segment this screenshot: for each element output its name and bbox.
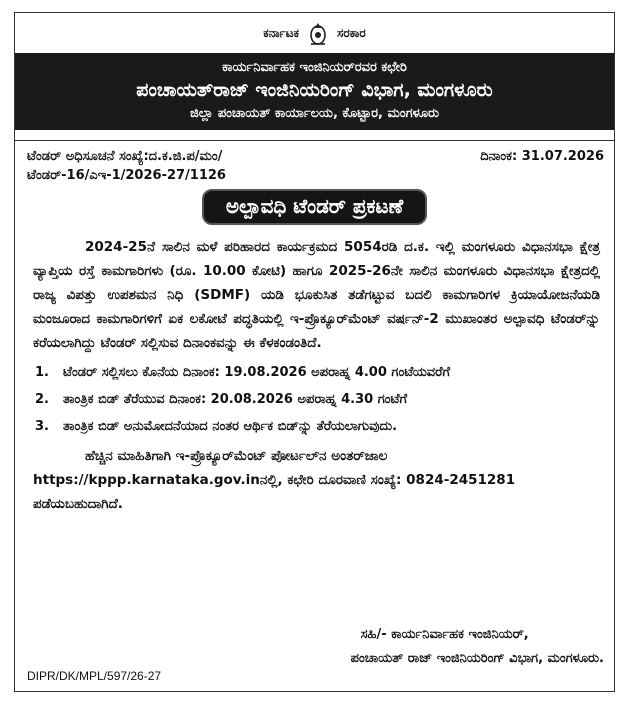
signature-line1: ಸಹಿ/- ಕಾರ್ಯನಿರ್ವಾಹಕ ಇಂಜಿನಿಯರ್, <box>360 627 529 642</box>
signature-line2: ಪಂಚಾಯತ್ ರಾಜ್ ಇಂಜಿನಿಯರಿಂಗ್ ವಿಭಾಗ, ಮಂಗಳೂರು. <box>350 651 604 666</box>
list-item-number: 2. <box>35 392 49 407</box>
list-item <box>35 359 600 386</box>
more-info-paragraph: ಹೆಚ್ಚಿನ ಮಾಹಿತಿಗಾಗಿ ಇ-ಪ್ರೊಕ್ಯೂರ್‌ಮೆಂಟ್ ಪೋರ್ಟಲ್‌ನ ಅಂತರ್‌ಜಾಲ https://kppp.karnataka.gov.inನಲ್ಲಿ, ಕಛೇರಿ ದೂರವಾಣಿ ಸಂಖ್ಯೆ: 0824-2451281 ಪಡೆಯಬಹುದಾಗಿದೆ. <box>33 448 516 512</box>
list-item-text: ಟೆಂಡರ್ ಸಲ್ಲಿಸಲು ಕೊನೆಯ ದಿನಾಂಕ: 19.08.2026 ಅಪರಾಹ್ನ 4.00 ಗಂಟೆಯವರೆಗೆ <box>63 365 451 380</box>
office-name: ಕಾರ್ಯನಿರ್ವಾಹಕ ಇಂಜಿನಿಯರ್‌ರವರ ಕಛೇರಿ <box>222 60 407 75</box>
gov-right-text: ಸರಕಾರ <box>337 25 366 40</box>
notice-title: ಅಲ್ಪಾವಧಿ ಟೆಂಡರ್ ಪ್ರಕಟಣೆ <box>202 189 427 225</box>
list-item <box>35 413 600 440</box>
tender-reference-line1: ಟೆಂಡರ್ ಅಧಿಸೂಚನೆ ಸಂಖ್ಯೆ:ದ.ಕ.ಜಿ.ಪ/ಮಂ/ <box>27 149 223 164</box>
list-item-number: 1. <box>35 365 49 380</box>
office-header <box>15 53 614 130</box>
department-name: ಪಂಚಾಯತ್‌ರಾಜ್ ಇಂಜಿನಿಯರಿಂಗ್ ವಿಭಾಗ, ಮಂಗಳೂರು <box>136 79 493 101</box>
gov-left-text: ಕರ್ನಾಟಕ <box>263 25 300 40</box>
list-item-text: ತಾಂತ್ರಿಕ ಬಿಡ್ ತೆರೆಯುವ ದಿನಾಂಕ: 20.08.2026 ಅಪರಾಹ್ನ 4.30 ಗಂಟೆಗೆ <box>63 392 408 407</box>
government-line <box>15 13 614 53</box>
title-wrap <box>15 185 614 227</box>
office-address: ಜಿಲ್ಲಾ ಪಂಚಾಯತ್ ಕಾರ್ಯಾಲಯ, ಕೊಟ್ಟಾರ, ಮಂಗಳೂರು <box>190 106 439 121</box>
list-item <box>35 386 600 413</box>
signature-block <box>351 623 604 671</box>
list-item-text: ತಾಂತ್ರಿಕ ಬಿಡ್ ಅನುಮೋದನೆಯಾದ ನಂತರ ಆರ್ಥಿಕ ಬಿಡ್‌ನ್ನು ತೆರೆಯಲಾಗುವುದು. <box>63 419 398 434</box>
list-item-number: 3. <box>35 419 49 434</box>
state-emblem-icon <box>307 20 329 46</box>
dipr-code: DIPR/DK/MPL/597/26-27 <box>27 669 162 683</box>
notice-date: ದಿನಾಂಕ: 31.07.2026 <box>480 149 604 164</box>
notice-frame <box>14 12 615 692</box>
reference-row <box>15 141 614 166</box>
notice-body: 2024-25ನೆ ಸಾಲಿನ ಮಳೆ ಪರಿಹಾರದ ಕಾರ್ಯಕ್ರಮದ 5054ರಡಿ ದ.ಕ. ಇಲ್ಲಿ ಮಂಗಳೂರು ವಿಧಾನಸಭಾ ಕ್ಷೇತ್ರ ವ್ಯಾಪ್ತಿಯ ರಸ್ತೆ ಕಾಮಗಾರಿಗಳು (ರೂ. 10.00 ಕೋಟಿ) ಹಾಗೂ 2025-26ನೇ ಸಾಲಿನ ಮಂಗಳೂರು ವಿಧಾನಸಭಾ ಕ್ಷೇತ್ರದಲ್ಲಿ ರಾಜ್ಯ ವಿಪತ್ತು ಉಪಶಮನ ನಿಧಿ (SDMF) ಯಡಿ ಭೂಕುಸಿತ ತಡೆಗಟ್ಟುವ ಬದಲಿ ಕಾಮಗಾರಿಗಳ ಕ್ರಿಯಾಯೋಜನೆಯಡಿ ಮಂಜೂರಾದ ಕಾಮಗಾರಿಗಳಿಗೆ ಏಕ ಲಕೋಟೆ ಪದ್ಧತಿಯಲ್ಲಿ ಇ-ಪ್ರೊಕ್ಯೂರ್‌ಮೆಂಟ್ ವರ್ಷನ್-2 ಮುಖಾಂತರ ಅಲ್ಪಾವಧಿ ಟೆಂಡರ್‌ನ್ನು ಕರೆಯಲಾಗಿದ್ದು ಟೆಂಡರ್ ಸಲ್ಲಿಸುವ ದಿನಾಂಕವನ್ನು ಈ ಕೆಳಕಂಡಂತಿದೆ. <box>33 239 600 351</box>
tender-reference-line2: ಟೆಂಡರ್-16/ಎಇ-1/2026-27/1126 <box>27 168 226 183</box>
schedule-list <box>15 355 614 440</box>
